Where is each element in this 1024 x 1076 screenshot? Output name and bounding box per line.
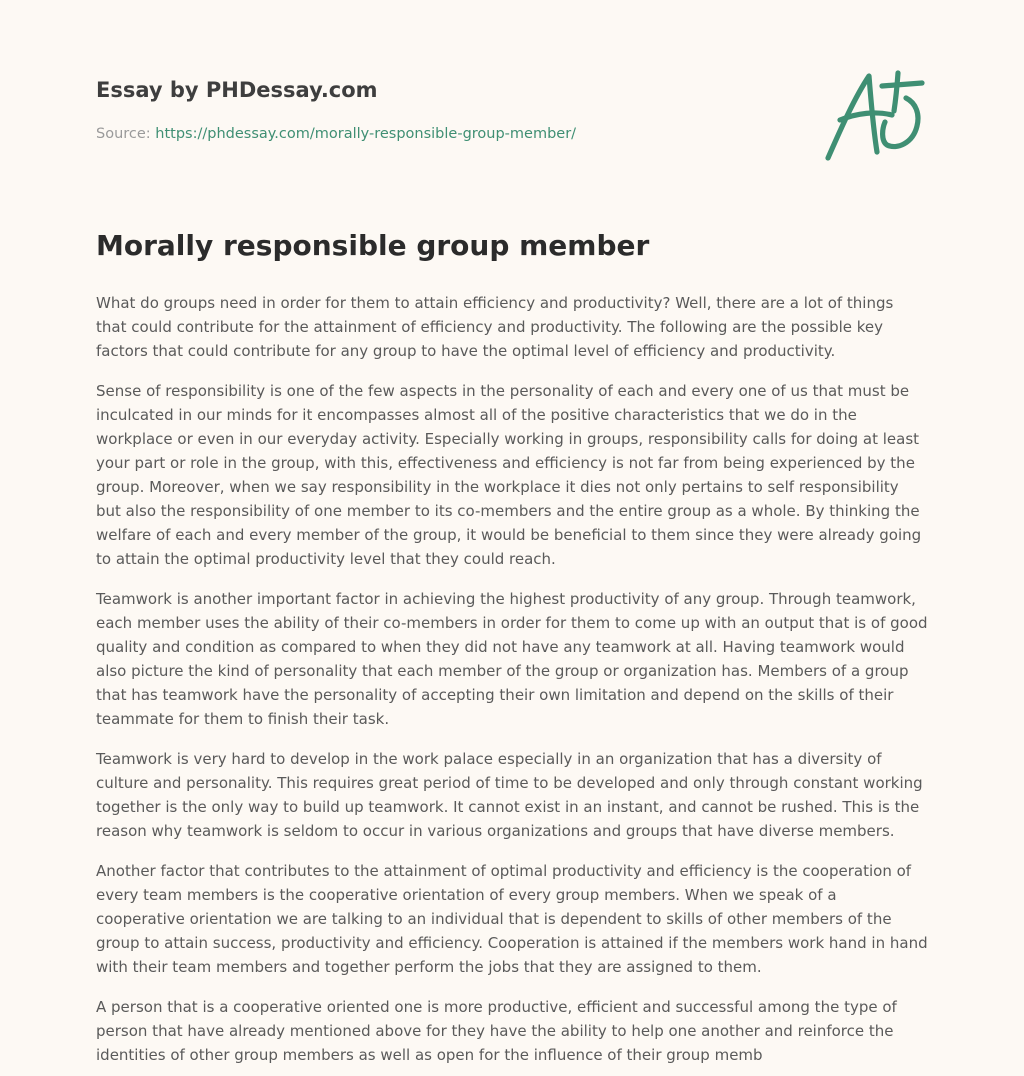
essay-paragraph: A person that is a cooperative oriented one is more productive, efficient and successful among the type of person that have already mentioned above for they have the ability to help one another and reinforce the identities of other group members as well as open for the influence of their group memb [96, 998, 897, 1064]
source-label: Source: [96, 126, 151, 142]
essay-article [96, 228, 928, 1076]
essay-paragraph: Another factor that contributes to the attainment of optimal productivity and efficiency is the cooperation of every team members is the cooperative orientation of every group members. When we speak of a cooperative orientation we are talking to an individual that is dependent to skills of other members of the group to attain success, productivity and efficiency. Cooperation is attained if the members work hand in hand with their team members and together perform the jobs that they are assigned to them. [96, 862, 928, 976]
source-link[interactable]: https://phdessay.com/morally-responsible-group-member/ [155, 126, 577, 142]
essay-paragraph: What do groups need in order for them to attain efficiency and productivity? Well, there are a lot of things that could contribute for the attainment of efficiency and productivity. The following are the possible key factors that could contribute for any group to have the optimal level of efficiency and productivity. [96, 294, 894, 360]
essay-paragraph: Sense of responsibility is one of the few aspects in the personality of each and every one of us that must be inculcated in our minds for it encompasses almost all of the positive characteristics that we do in the workplace or even in our everyday activity. Especially working in groups, responsibility calls for doing at least your part or role in the group, with this, effectiveness and efficiency is not far from being experienced by the group. Moreover, when we say responsibility in the workplace it dies not only pertains to self responsibility but also the responsibility of one member to its co-members and the entire group as a whole. By thinking the welfare of each and every member of the group, it would be beneficial to them since they were already going to attain the optimal productivity level that they could reach. [96, 382, 922, 568]
essay-title: Morally responsible group member [96, 229, 650, 262]
a-plus-logo-icon [824, 68, 928, 164]
essay-paragraph: Teamwork is very hard to develop in the work palace especially in an organization that has a diversity of culture and personality. This requires great period of time to be developed and only through constant working together is the only way to build up teamwork. It cannot exist in an instant, and cannot be rushed. This is the reason why teamwork is seldom to occur in various organizations and groups that have diverse members. [96, 750, 923, 840]
source-line [96, 124, 796, 144]
essay-paragraph: Teamwork is another important factor in achieving the highest productivity of any group. Through teamwork, each member uses the ability of their co-members in order for them to come up with an output that is of good quality and condition as compared to when they did not have any teamwork at all. Having teamwork would also picture the kind of personality that each member of the group or organization has. Members of a group that has teamwork have the personality of accepting their own limitation and depend on the skills of their teammate for them to finish their task. [96, 590, 928, 728]
page-header [96, 76, 796, 144]
site-title: Essay by PHDessay.com [96, 78, 378, 102]
